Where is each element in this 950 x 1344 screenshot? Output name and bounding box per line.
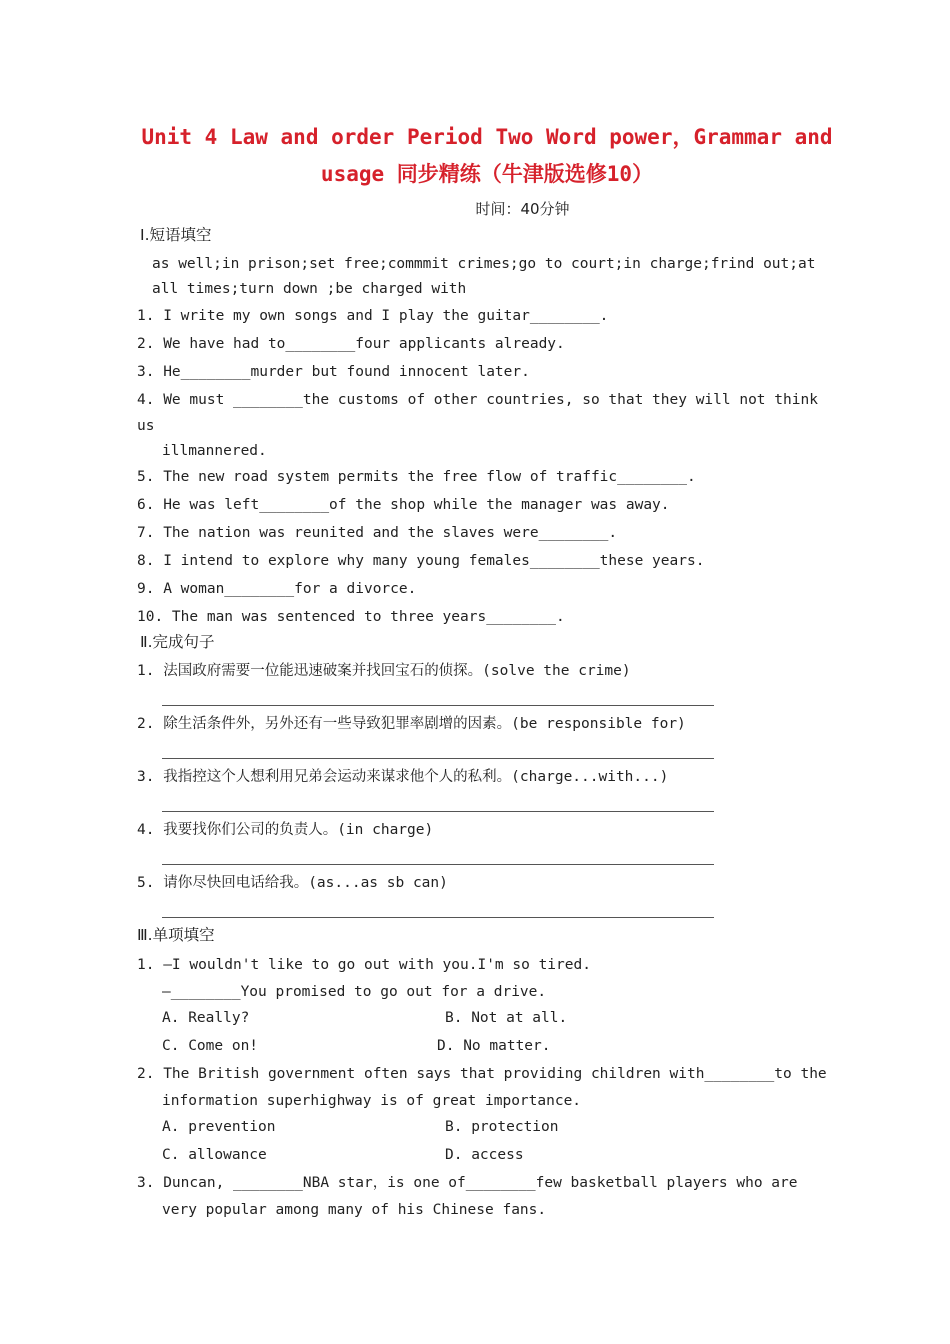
mc-q2-option-a: A. prevention — [162, 1119, 276, 1135]
mc-q1-line-2: —________You promised to go out for a drive. — [162, 984, 547, 1000]
answer-line-1 — [162, 705, 714, 706]
mc-q1-option-a: A. Really? — [162, 1010, 250, 1026]
fill-item-2: 2. We have had to________four applicants already. — [137, 336, 565, 352]
answer-line-2 — [162, 758, 714, 759]
mc-q3-line-1: 3. Duncan, ________NBA star，is one of________few basketball players who are — [137, 1175, 798, 1191]
mc-q2-option-c: C. allowance — [162, 1147, 267, 1163]
translate-item-3: 3. 我指控这个人想利用兄弟会运动来谋求他个人的私利。(charge...with...) — [137, 769, 669, 785]
mc-q2-option-b: B. protection — [445, 1119, 559, 1135]
mc-q3-line-2: very popular among many of his Chinese fans. — [162, 1202, 547, 1218]
mc-q1-line-1: 1. —I wouldn't like to go out with you.I'm so tired. — [137, 957, 591, 973]
mc-q2-line-1: 2. The British government often says that providing children with________to the — [137, 1066, 827, 1082]
mc-q2-line-2: information superhighway is of great importance. — [162, 1093, 582, 1109]
translate-item-5: 5. 请你尽快回电话给我。(as...as sb can) — [137, 875, 448, 891]
fill-item-4-wrap: us — [137, 418, 155, 434]
mc-q1-option-c: C. Come on! — [162, 1038, 259, 1054]
fill-item-1: 1. I write my own songs and I play the guitar________. — [137, 308, 609, 324]
section-2-heading: Ⅱ.完成句子 — [140, 633, 215, 651]
fill-item-9: 9. A woman________for a divorce. — [137, 581, 417, 597]
title-line-2: usage 同步精练（牛津版选修10） — [320, 162, 654, 186]
answer-line-4 — [162, 864, 714, 865]
section-1-heading: Ⅰ.短语填空 — [140, 226, 212, 244]
fill-item-4: 4. We must ________the customs of other countries, so that they will not think — [137, 392, 818, 408]
mc-q1-option-b: B. Not at all. — [445, 1010, 568, 1026]
phrase-bank-line-2: all times;turn down ;be charged with — [152, 281, 467, 297]
mc-q2-option-d: D. access — [445, 1147, 524, 1163]
fill-item-5: 5. The new road system permits the free flow of traffic________. — [137, 469, 696, 485]
translate-item-2: 2. 除生活条件外，另外还有一些导致犯罪率剧增的因素。(be responsible for) — [137, 716, 686, 732]
translate-item-4: 4. 我要找你们公司的负责人。(in charge) — [137, 822, 434, 838]
fill-item-7: 7. The nation was reunited and the slaves were________. — [137, 525, 618, 541]
answer-line-5 — [162, 917, 714, 918]
fill-item-8: 8. I intend to explore why many young females________these years. — [137, 553, 705, 569]
fill-item-3: 3. He________murder but found innocent later. — [137, 364, 530, 380]
section-3-heading: Ⅲ.单项填空 — [137, 926, 215, 944]
fill-item-6: 6. He was left________of the shop while the manager was away. — [137, 497, 670, 513]
time-limit: 时间：40分钟 — [475, 200, 570, 218]
fill-item-10: 10. The man was sentenced to three years________. — [137, 609, 565, 625]
answer-line-3 — [162, 811, 714, 812]
mc-q1-option-d: D. No matter. — [437, 1038, 551, 1054]
translate-item-1: 1. 法国政府需要一位能迅速破案并找回宝石的侦探。(solve the crime) — [137, 663, 631, 679]
phrase-bank-line-1: as well;in prison;set free;commmit crimes;go to court;in charge;frind out;at — [152, 256, 816, 272]
title-line-1: Unit 4 Law and order Period Two Word power，Grammar and — [141, 125, 833, 149]
fill-item-4-cont: illmannered. — [162, 443, 267, 459]
